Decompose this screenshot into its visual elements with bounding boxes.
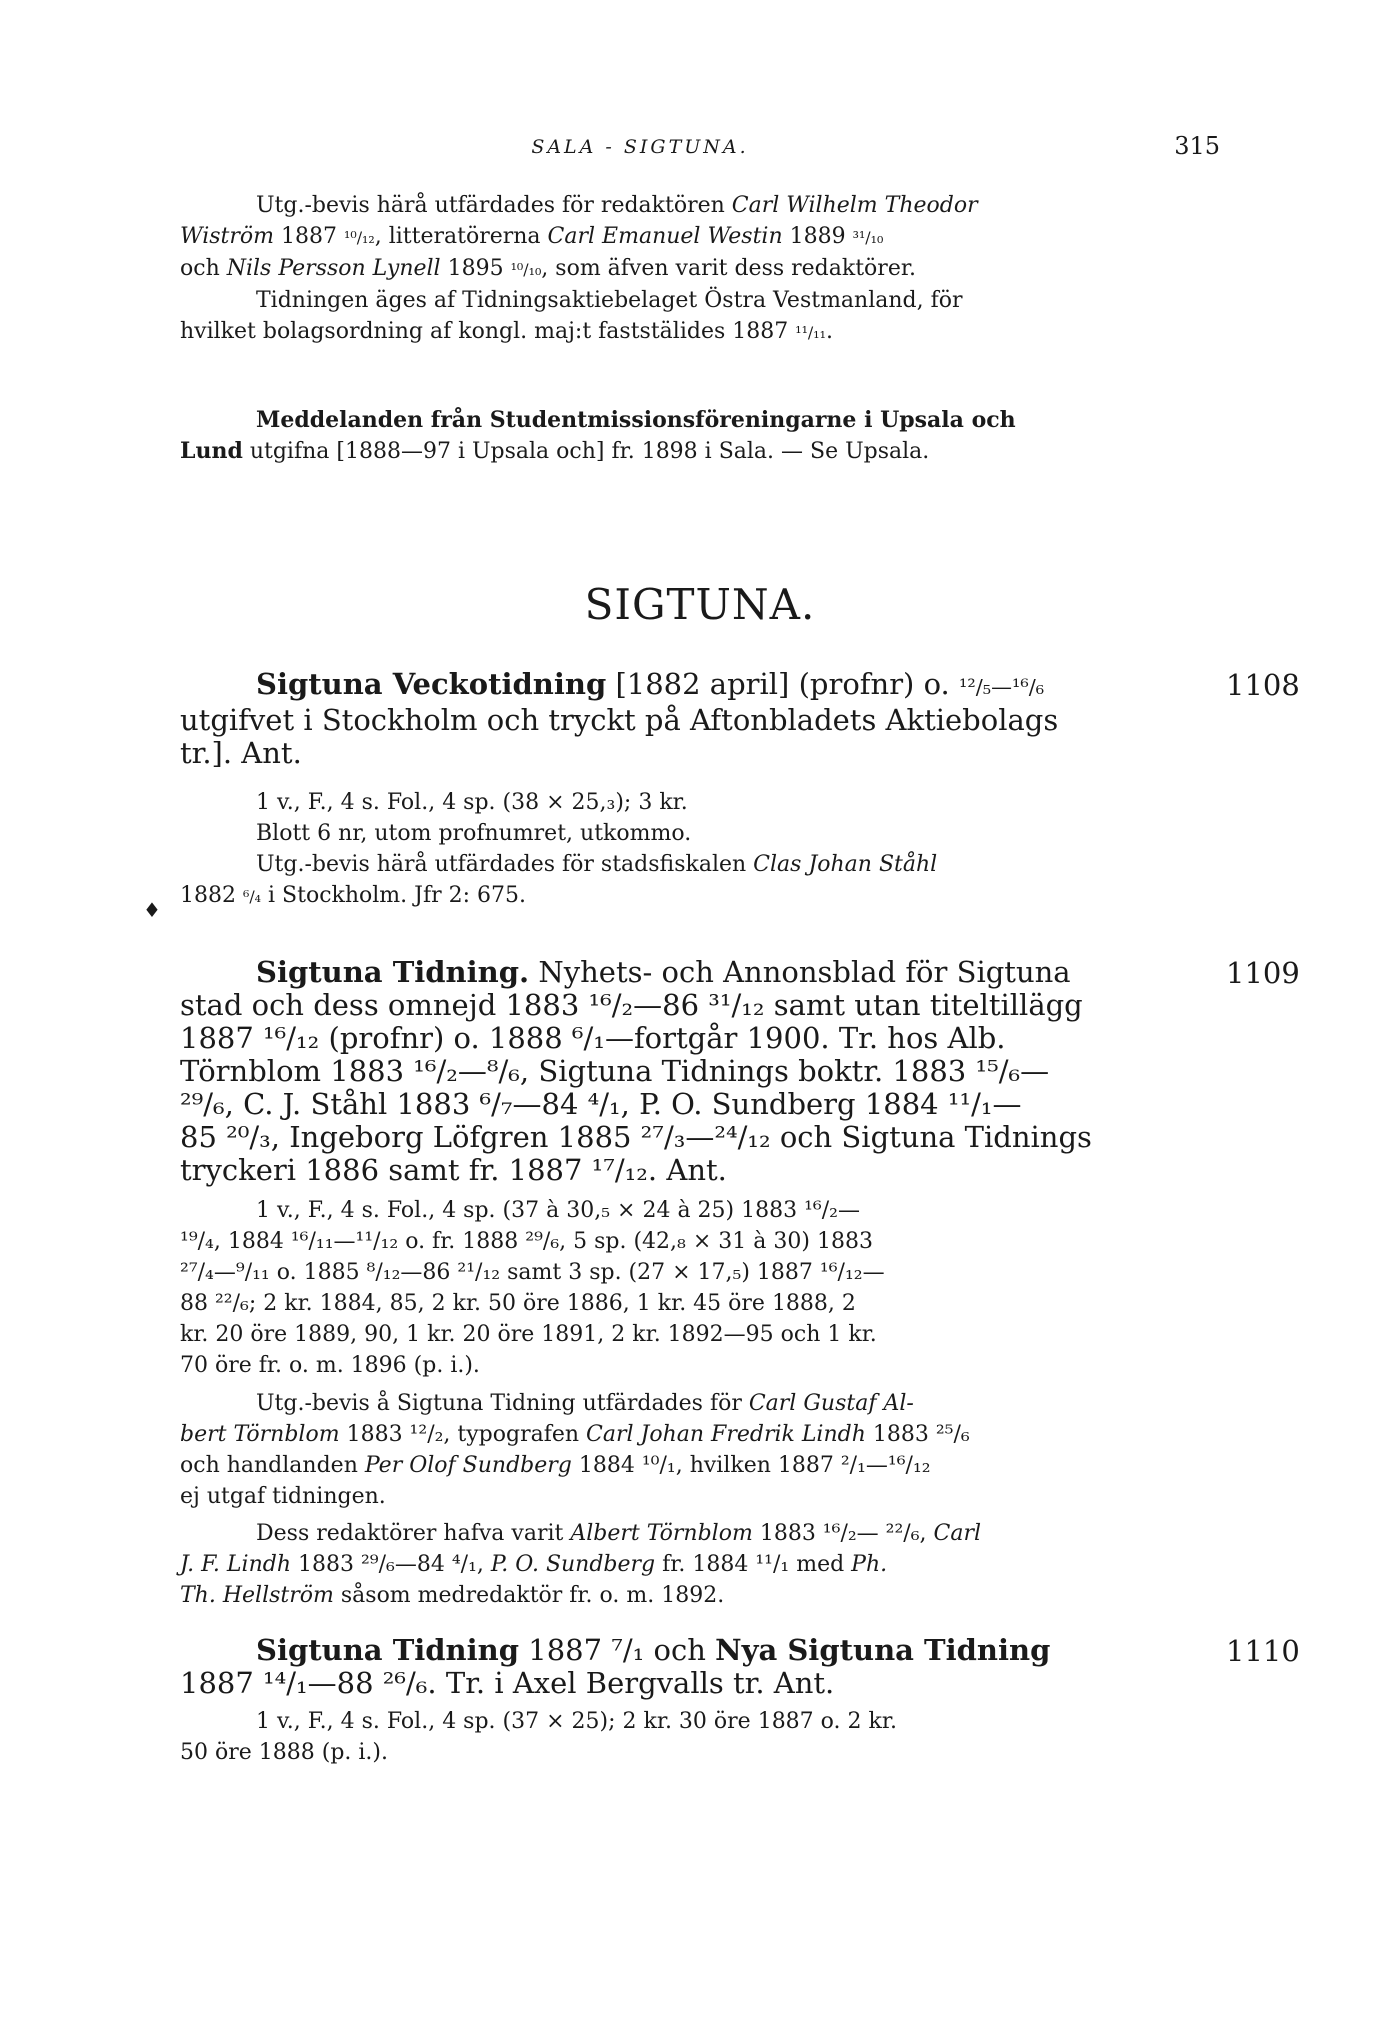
text-line: Utg.-bevis å Sigtuna Tidning utfärdades för Carl Gustaf Al- — [256, 1391, 914, 1416]
text-line: ²⁹/₆, C. J. Ståhl 1883 ⁶/₇—84 ⁴/₁, P. O. Sundberg 1884 ¹¹/₁— — [180, 1087, 1022, 1121]
entry-1110-details — [180, 1706, 1220, 1768]
text-line: 85 ²⁰/₃, Ingeborg Löfgren 1885 ²⁷/₃—²⁴/₁₂ och Sigtuna Tidnings — [180, 1120, 1092, 1154]
text-line: 70 öre fr. o. m. 1896 (p. i.). — [180, 1353, 480, 1378]
text-line: J. F. Lindh 1883 ²⁹/₆—84 ⁴/₁, P. O. Sundberg fr. 1884 ¹¹/₁ med Ph. — [180, 1552, 888, 1577]
text-line: ¹⁹/₄, 1884 ¹⁶/₁₁—¹¹/₁₂ o. fr. 1888 ²⁹/₆, 5 sp. (42,₈ × 31 à 30) 1883 — [180, 1229, 873, 1254]
text-line: 50 öre 1888 (p. i.). — [180, 1740, 389, 1765]
sala-utg-paragraph — [180, 190, 1220, 348]
text-line: och handlanden Per Olof Sundberg 1884 ¹⁰/₁, hvilken 1887 ²/₁—¹⁶/₁₂ — [180, 1453, 931, 1478]
entry-1109-editors — [180, 1518, 1220, 1611]
page-number: 315 — [1174, 132, 1220, 160]
entry-number: 1110 — [1226, 1634, 1300, 1668]
text-line: Tidningen äges af Tidningsaktiebelaget Östra Vestmanland, för — [256, 288, 963, 313]
text-line: 1887 ¹⁴/₁—88 ²⁶/₆. Tr. i Axel Bergvalls tr. Ant. — [180, 1666, 835, 1700]
text-line: Sigtuna Tidning 1887 ⁷/₁ och Nya Sigtuna Tidning — [256, 1633, 1051, 1667]
text-line: Utg.-bevis härå utfärdades för redaktören Carl Wilhelm Theodor — [256, 193, 978, 218]
text-line: Th. Hellström såsom medredaktör fr. o. m. 1892. — [180, 1583, 725, 1608]
text-line: Sigtuna Veckotidning [1882 april] (profnr) o. ¹²/₅—¹⁶/₆ — [256, 667, 1045, 701]
text-line: Sigtuna Tidning. Nyhets- och Annonsblad för Sigtuna — [256, 955, 1071, 989]
text-line: Blott 6 nr, utom profnumret, utkommo. — [256, 821, 692, 846]
text-line: kr. 20 öre 1889, 90, 1 kr. 20 öre 1891, 2 kr. 1892—95 och 1 kr. — [180, 1322, 877, 1347]
text-line: Dess redaktörer hafva varit Albert Törnblom 1883 ¹⁶/₂— ²²/₆, Carl — [256, 1521, 982, 1546]
text-line: och Nils Persson Lynell 1895 ¹⁰/₁₀, som äfven varit dess redaktörer. — [180, 256, 916, 281]
text-line: Meddelanden från Studentmissionsföreningarne i Upsala och — [256, 407, 1016, 433]
entry-1109-utg — [180, 1388, 1220, 1512]
entry-number: 1109 — [1226, 956, 1300, 990]
text-line: Törnblom 1883 ¹⁶/₂—⁸/₆, Sigtuna Tidnings boktr. 1883 ¹⁵/₆— — [180, 1054, 1050, 1088]
text-line: 88 ²²/₆; 2 kr. 1884, 85, 2 kr. 50 öre 1886, 1 kr. 45 öre 1888, 2 — [180, 1291, 856, 1316]
text-line: tryckeri 1886 samt fr. 1887 ¹⁷/₁₂. Ant. — [180, 1153, 727, 1187]
text-line: 1 v., F., 4 s. Fol., 4 sp. (38 × 25,₃); 3 kr. — [256, 790, 688, 815]
text-line: Wiström 1887 ¹⁰/₁₂, litteratörerna Carl Emanuel Westin 1889 ³¹/₁₀ — [180, 224, 884, 249]
text-line: 1 v., F., 4 s. Fol., 4 sp. (37 à 30,₅ × 24 à 25) 1883 ¹⁶/₂— — [256, 1198, 860, 1223]
entry-1108-details — [180, 787, 1220, 912]
entry-1110 — [180, 1634, 1220, 1700]
entry-1109 — [180, 956, 1220, 1187]
text-line: Lund utgifna [1888—97 i Upsala och] fr. 1898 i Sala. — Se Upsala. — [180, 438, 930, 464]
text-line: 1887 ¹⁶/₁₂ (profnr) o. 1888 ⁶/₁—fortgår 1900. Tr. hos Alb. — [180, 1021, 1006, 1055]
text-line: bert Törnblom 1883 ¹²/₂, typografen Carl Johan Fredrik Lindh 1883 ²⁵/₆ — [180, 1422, 970, 1447]
margin-bullet-mark: ♦ — [143, 898, 161, 922]
text-line: 1 v., F., 4 s. Fol., 4 sp. (37 × 25); 2 kr. 30 öre 1887 o. 2 kr. — [256, 1709, 897, 1734]
text-line: stad och dess omnejd 1883 ¹⁶/₂—86 ³¹/₁₂ samt utan titeltillägg — [180, 988, 1083, 1022]
text-line: Utg.-bevis härå utfärdades för stadsfiskalen Clas Johan Ståhl — [256, 852, 938, 877]
text-line: ej utgaf tidningen. — [180, 1484, 386, 1509]
text-line: ²⁷/₄—⁹/₁₁ o. 1885 ⁸/₁₂—86 ²¹/₁₂ samt 3 sp. (27 × 17,₅) 1887 ¹⁶/₁₂— — [180, 1260, 885, 1285]
text-line: tr.]. Ant. — [180, 736, 302, 770]
entry-number: 1108 — [1226, 668, 1300, 702]
running-header: SALA - SIGTUNA. — [531, 136, 749, 158]
meddelanden-entry — [180, 405, 1220, 467]
text-line: utgifvet i Stockholm och tryckt på Aftonbladets Aktiebolags — [180, 703, 1059, 737]
section-heading: SIGTUNA. — [584, 580, 816, 629]
text-line: 1882 ⁶/₄ i Stockholm. Jfr 2: 675. — [180, 883, 527, 908]
entry-1109-details — [180, 1195, 1220, 1381]
entry-1108 — [180, 668, 1220, 770]
text-line: hvilket bolagsordning af kongl. maj:t faststälides 1887 ¹¹/₁₁. — [180, 319, 833, 344]
